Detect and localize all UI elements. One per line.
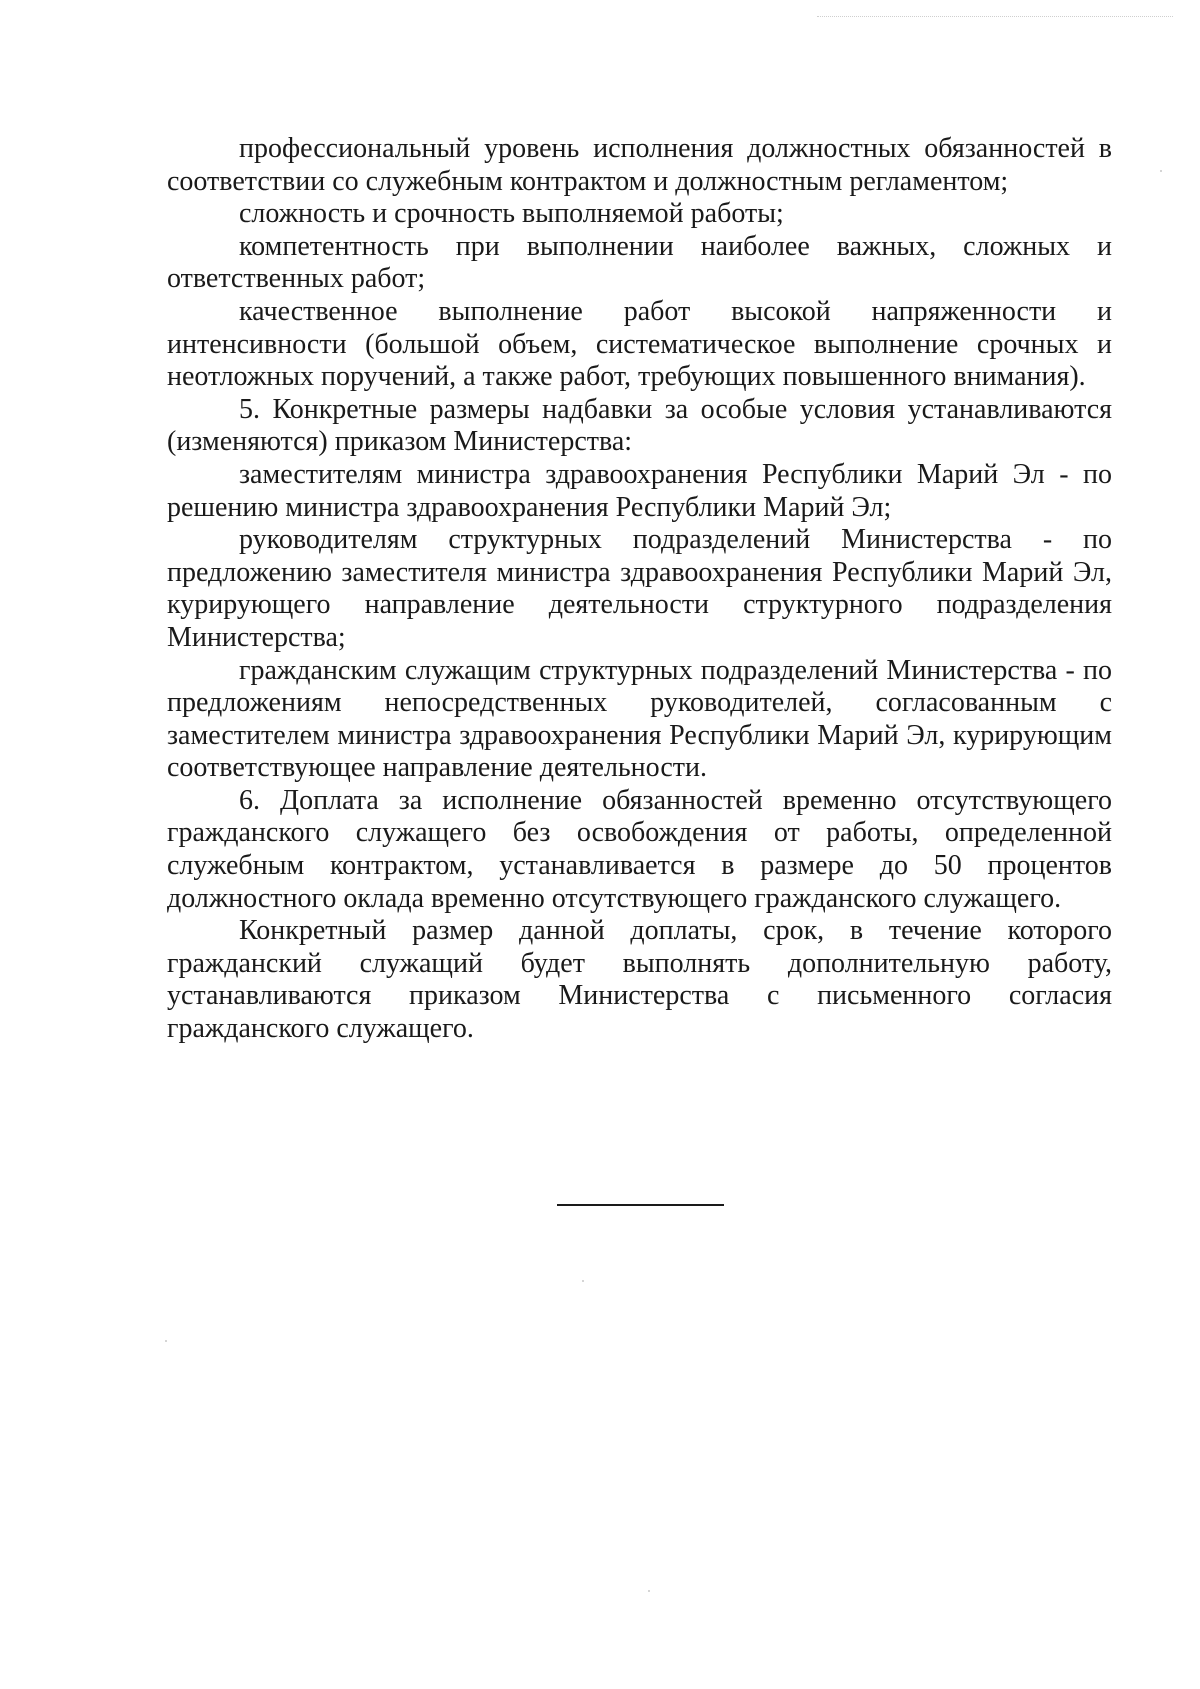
paragraph-deputy-ministers: заместителям министра здравоохранения Республики Марий Эл - по решению министра здравоохранения Республики Марий Эл; (167, 458, 1112, 523)
paragraph-supplement-terms: Конкретный размер данной доплаты, срок, в течение которого гражданский служащий будет выполнять дополнительную работу, устанавливаются приказом Министерства с письменного согласия гражданского служащего. (167, 915, 1112, 1045)
paragraph-clause-6: 6. Доплата за исполнение обязанностей временно отсутствующего гражданского служащего без освобождения от работы, определенной служебным контрактом, устанавливается в размере до 50 процентов должностного оклада временно отсутствующего гражданского служащего. (167, 784, 1112, 914)
scan-artifact-line (817, 16, 1173, 17)
paragraph-criterion-competence: компетентность при выполнении наиболее важных, сложных и ответственных работ; (167, 230, 1112, 295)
paragraph-criterion-quality: качественное выполнение работ высокой напряженности и интенсивности (большой объем, систематическое выполнение срочных и неотложных поручений, а также работ, требующих повышенного внимания). (167, 295, 1112, 393)
paragraph-criterion-professional-level: профессиональный уровень исполнения должностных обязанностей в соответствии со служебным контрактом и должностным регламентом; (167, 133, 1112, 197)
end-of-document-rule (557, 1204, 724, 1206)
document-body (167, 133, 1112, 1046)
scan-speck (648, 1590, 650, 1592)
scan-speck (582, 1280, 584, 1282)
paragraph-unit-heads: руководителям структурных подразделений Министерства - по предложению заместителя министра здравоохранения Республики Марий Эл, курирующего направление деятельности структурного подразделения Министерства; (167, 524, 1112, 653)
paragraph-civil-servants: гражданским служащим структурных подразделений Министерства - по предложениям непосредственных руководителей, согласованным с заместителем министра здравоохранения Республики Марий Эл, курирующим соответствующее направление деятельности. (167, 654, 1112, 784)
paragraph-clause-5: 5. Конкретные размеры надбавки за особые условия устанавливаются (изменяются) приказом Министерства: (167, 393, 1112, 458)
scan-speck (165, 1340, 167, 1342)
scan-speck (1160, 170, 1162, 172)
paragraph-criterion-complexity: сложность и срочность выполняемой работы; (239, 198, 784, 230)
